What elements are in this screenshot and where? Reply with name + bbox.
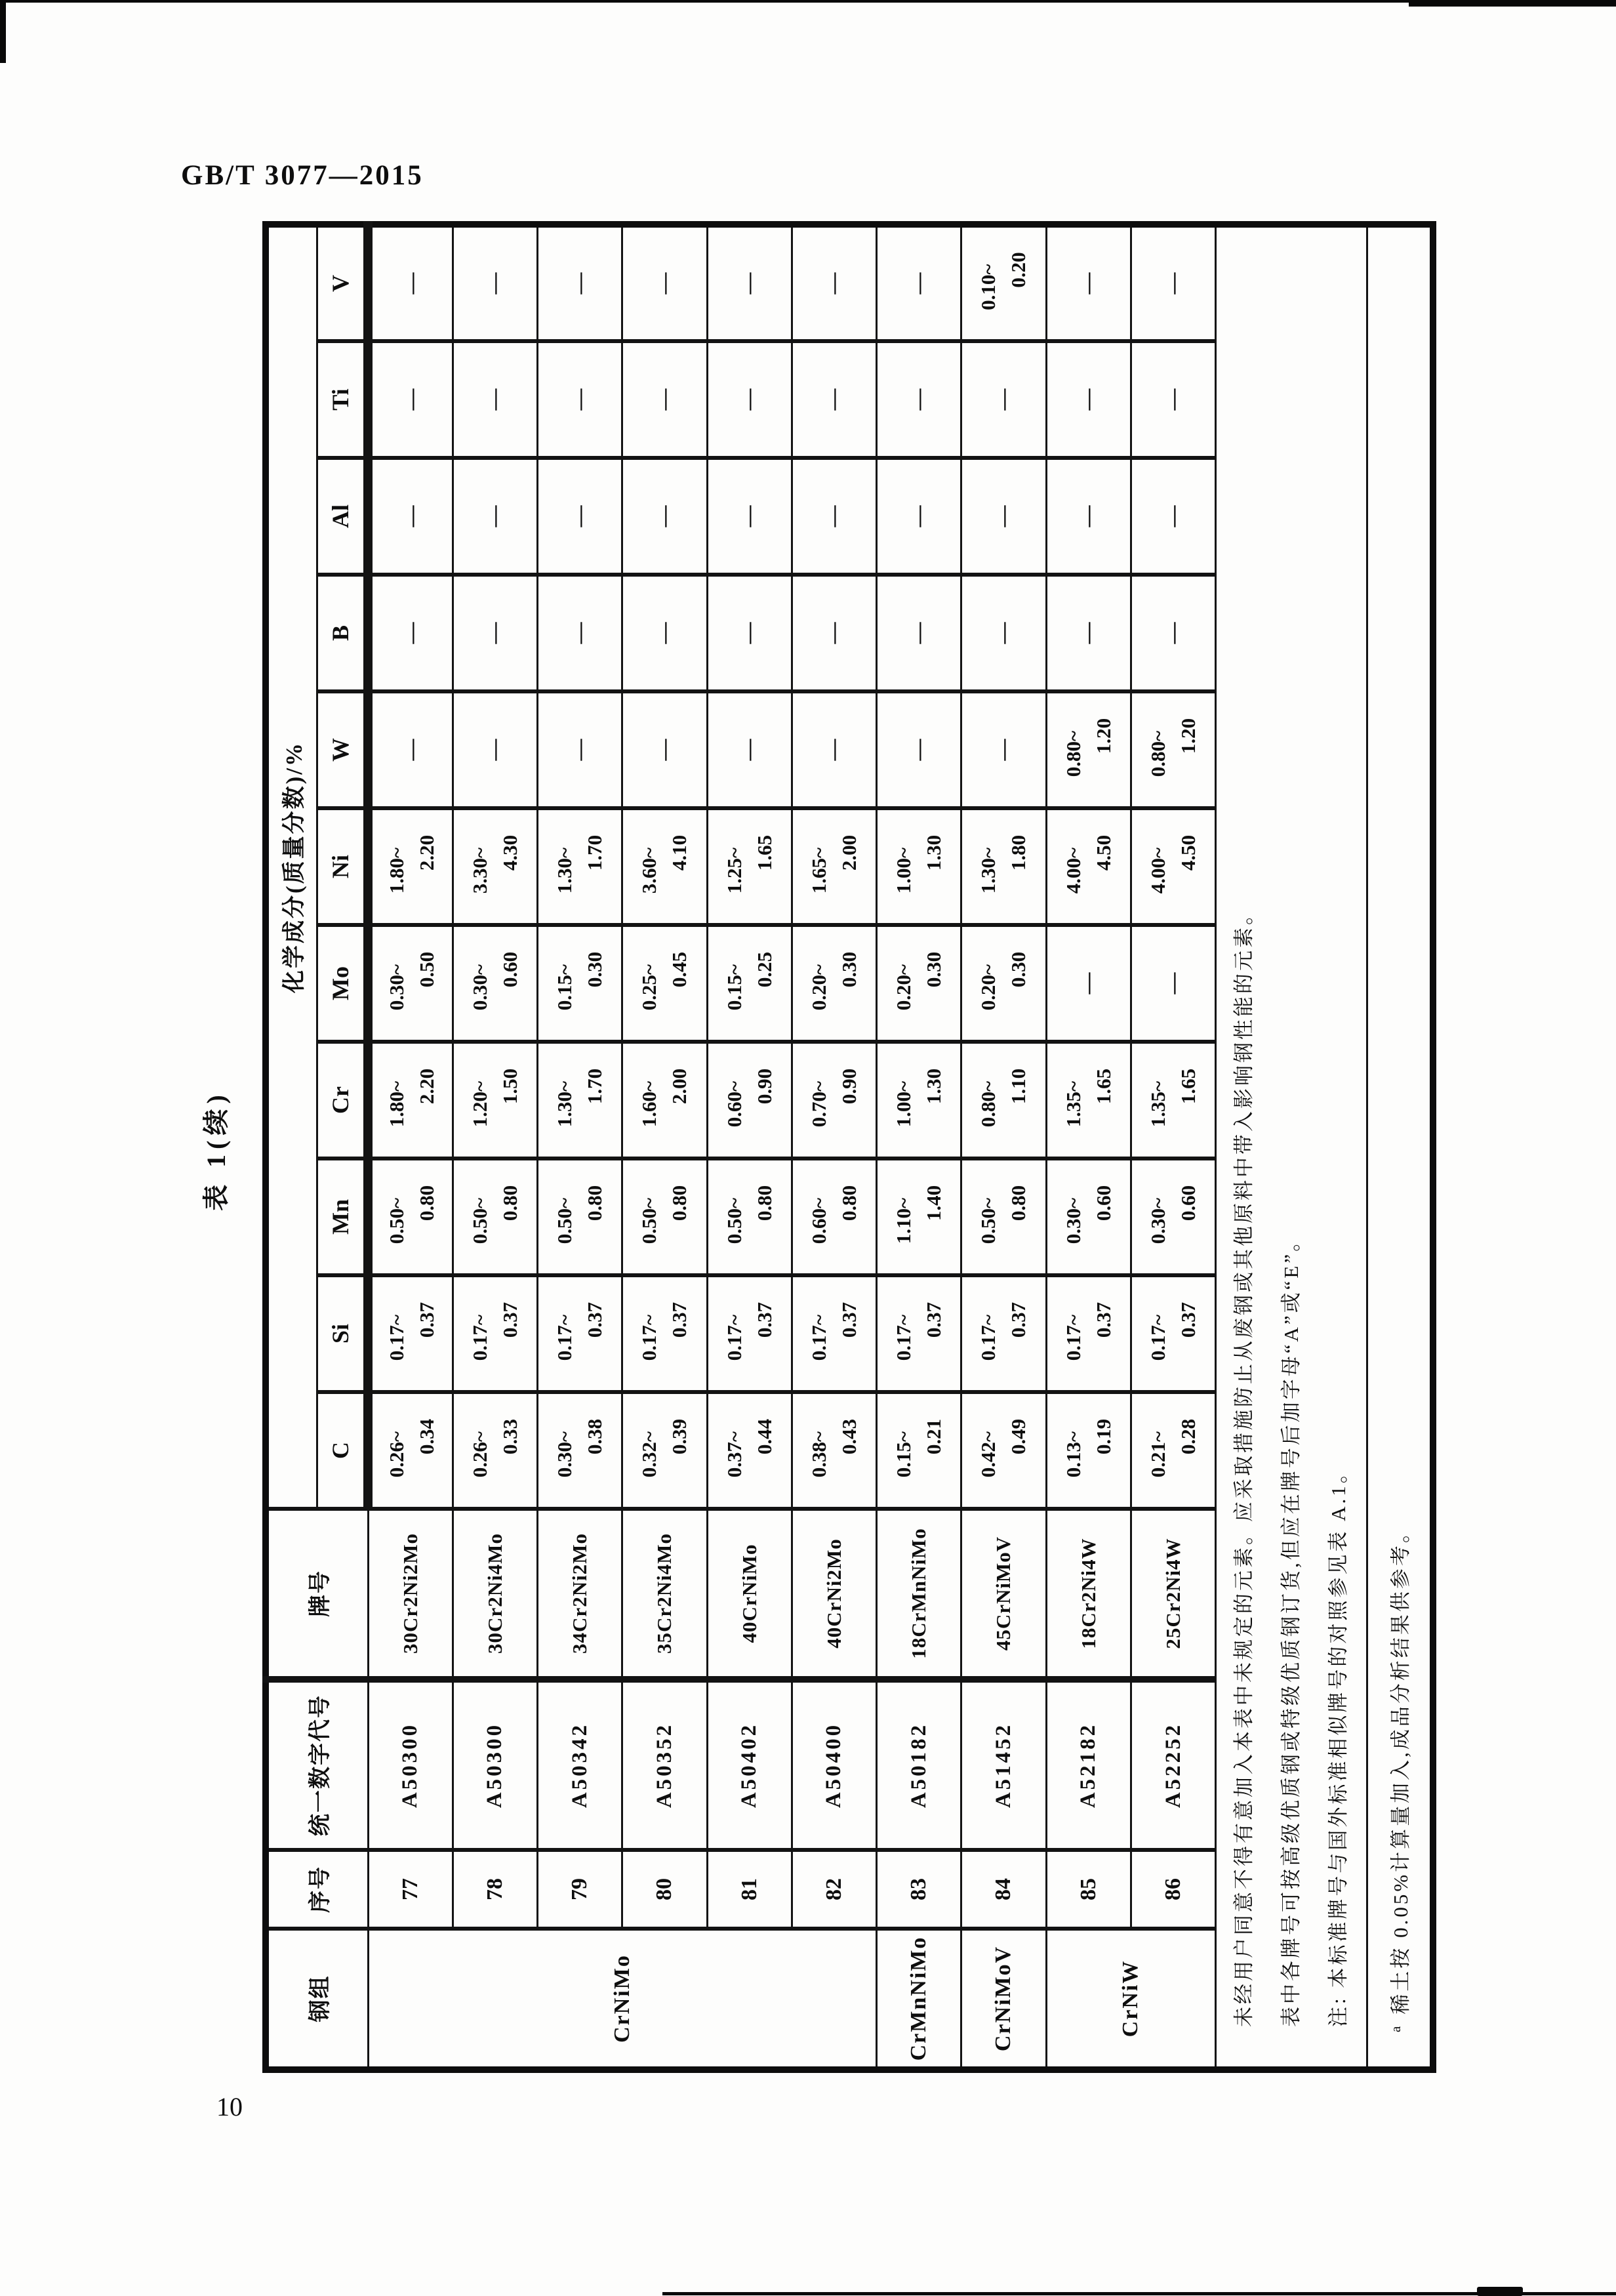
value-mn-row81: 0.50~ 0.80 [707,1158,792,1275]
unified-code-78: A50300 [453,1679,537,1850]
footnote-row [1367,224,1433,2070]
value-al-row81: — [707,458,792,575]
serial-number-80: 80 [622,1850,707,1929]
footnote-cell [1367,224,1433,2070]
value-cr-row85: 1.35~ 1.65 [1046,1042,1131,1158]
value-ni-row78: 3.30~ 4.30 [453,808,537,925]
value-b-row79: — [538,575,622,691]
data-row-84 [961,224,1046,2070]
value-v-row83: — [877,224,961,341]
grade-designation-83: 18CrMnNiMo [877,1509,961,1679]
value-b-row80: — [622,575,707,691]
col-header-grade: 牌号 [266,1509,368,1679]
value-cr-row80: 1.60~ 2.00 [622,1042,707,1158]
value-mo-row82: 0.20~ 0.30 [792,925,876,1042]
steel-group-CrNiMo: CrNiMo [368,1929,877,2070]
element-header-ti: Ti [317,341,368,458]
value-v-row81: — [707,224,792,341]
value-ni-row80: 3.60~ 4.10 [622,808,707,925]
value-w-row82: — [792,691,876,808]
value-si-row77: 0.17~ 0.37 [368,1275,453,1392]
value-mo-row86: — [1131,925,1215,1042]
unified-code-77: A50300 [368,1679,453,1850]
value-al-row78: — [453,458,537,575]
page-number: 10 [216,2092,243,2122]
value-ti-row86: — [1131,341,1215,458]
note-line-3: 注: 本标准牌号与国外标准相似牌号的对照参见表 A.1。 [1326,1460,1350,2027]
value-si-row85: 0.17~ 0.37 [1046,1275,1131,1392]
value-si-row78: 0.17~ 0.37 [453,1275,537,1392]
value-b-row78: — [453,575,537,691]
value-al-row77: — [368,458,453,575]
footnote-marker: a [1387,2023,1404,2032]
value-v-row84: 0.10~ 0.20 [961,224,1046,341]
value-mn-row80: 0.50~ 0.80 [622,1158,707,1275]
value-mn-row78: 0.50~ 0.80 [453,1158,537,1275]
serial-number-77: 77 [368,1850,453,1929]
value-b-row86: — [1131,575,1215,691]
value-mn-row86: 0.30~ 0.60 [1131,1158,1215,1275]
scan-artifact-bottom-smudge [1477,2287,1523,2296]
value-b-row84: — [961,575,1046,691]
rotated-table-region [201,228,1436,2073]
value-ti-row83: — [877,341,961,458]
value-ni-row77: 1.80~ 2.20 [368,808,453,925]
data-row-79 [538,224,622,2070]
value-mn-row82: 0.60~ 0.80 [792,1158,876,1275]
value-cr-row81: 0.60~ 0.90 [707,1042,792,1158]
composition-table [262,221,1436,2073]
unified-code-85: A52182 [1046,1679,1131,1850]
unified-code-84: A51452 [961,1679,1046,1850]
value-ni-row79: 1.30~ 1.70 [538,808,622,925]
value-cr-row78: 1.20~ 1.50 [453,1042,537,1158]
value-mo-row77: 0.30~ 0.50 [368,925,453,1042]
value-cr-row84: 0.80~ 1.10 [961,1042,1046,1158]
serial-number-83: 83 [877,1850,961,1929]
serial-number-86: 86 [1131,1850,1215,1929]
scan-artifact-top-left-bar [0,0,6,63]
steel-group-CrMnNiMo: CrMnNiMo [877,1929,961,2070]
element-header-v: V [317,224,368,341]
value-v-row85: — [1046,224,1131,341]
value-v-row79: — [538,224,622,341]
value-w-row79: — [538,691,622,808]
serial-number-79: 79 [538,1850,622,1929]
value-mo-row85: — [1046,925,1131,1042]
unified-code-81: A50402 [707,1679,792,1850]
scan-artifact-bottom-edge [662,2292,1616,2295]
grade-designation-85: 18Cr2Ni4W [1046,1509,1131,1679]
value-v-row78: — [453,224,537,341]
document-number: GB/T 3077—2015 [181,160,424,191]
value-w-row86: 0.80~ 1.20 [1131,691,1215,808]
col-header-unified-code: 统一数字代号 [266,1679,368,1850]
value-mn-row77: 0.50~ 0.80 [368,1158,453,1275]
grade-designation-82: 40CrNi2Mo [792,1509,876,1679]
col-header-serial: 序号 [266,1850,368,1929]
value-ni-row84: 1.30~ 1.80 [961,808,1046,925]
value-ti-row80: — [622,341,707,458]
unified-code-79: A50342 [538,1679,622,1850]
steel-group-CrNiW: CrNiW [1046,1929,1216,2070]
grade-designation-81: 40CrNiMo [707,1509,792,1679]
value-b-row77: — [368,575,453,691]
data-row-83 [877,224,961,2070]
unified-code-82: A50400 [792,1679,876,1850]
data-row-80 [622,224,707,2070]
header-row-main [266,224,317,2070]
value-si-row86: 0.17~ 0.37 [1131,1275,1215,1392]
grade-designation-79: 34Cr2Ni2Mo [538,1509,622,1679]
serial-number-78: 78 [453,1850,537,1929]
table-title: 表 1(续) [201,1090,231,1211]
steel-group-CrNiMoV: CrNiMoV [961,1929,1046,2070]
serial-number-84: 84 [961,1850,1046,1929]
col-header-composition: 化学成分(质量分数)/% [266,224,317,1509]
element-header-si: Si [317,1275,368,1392]
value-ti-row82: — [792,341,876,458]
value-b-row82: — [792,575,876,691]
value-ti-row77: — [368,341,453,458]
element-header-al: Al [317,458,368,575]
value-ti-row84: — [961,341,1046,458]
value-ni-row81: 1.25~ 1.65 [707,808,792,925]
value-al-row79: — [538,458,622,575]
value-mn-row85: 0.30~ 0.60 [1046,1158,1131,1275]
value-si-row84: 0.17~ 0.37 [961,1275,1046,1392]
data-row-82 [792,224,876,2070]
value-w-row77: — [368,691,453,808]
data-row-85 [1046,224,1131,2070]
value-c-row82: 0.38~ 0.43 [792,1392,876,1509]
value-w-row84: — [961,691,1046,808]
value-b-row85: — [1046,575,1131,691]
value-ti-row79: — [538,341,622,458]
value-al-row80: — [622,458,707,575]
value-mo-row78: 0.30~ 0.60 [453,925,537,1042]
serial-number-85: 85 [1046,1850,1131,1929]
col-header-steel-group: 钢组 [266,1929,368,2070]
grade-designation-77: 30Cr2Ni2Mo [368,1509,453,1679]
value-ti-row81: — [707,341,792,458]
element-header-ni: Ni [317,808,368,925]
value-mo-row83: 0.20~ 0.30 [877,925,961,1042]
value-w-row85: 0.80~ 1.20 [1046,691,1131,808]
value-cr-row77: 1.80~ 2.20 [368,1042,453,1158]
unified-code-83: A50182 [877,1679,961,1850]
value-cr-row83: 1.00~ 1.30 [877,1042,961,1158]
unified-code-86: A52252 [1131,1679,1215,1850]
value-c-row84: 0.42~ 0.49 [961,1392,1046,1509]
value-w-row83: — [877,691,961,808]
element-header-w: W [317,691,368,808]
value-ti-row78: — [453,341,537,458]
value-mo-row81: 0.15~ 0.25 [707,925,792,1042]
value-al-row82: — [792,458,876,575]
value-mo-row84: 0.20~ 0.30 [961,925,1046,1042]
element-header-b: B [317,575,368,691]
value-si-row80: 0.17~ 0.37 [622,1275,707,1392]
note-line-1: 未经用户同意不得有意加入本表中未规定的元素。应采取措施防止从废钢或其他原料中带入影响钢性能的元素。 [1232,902,1255,2027]
value-b-row81: — [707,575,792,691]
value-v-row86: — [1131,224,1215,341]
value-c-row81: 0.37~ 0.44 [707,1392,792,1509]
value-cr-row79: 1.30~ 1.70 [538,1042,622,1158]
value-w-row81: — [707,691,792,808]
serial-number-81: 81 [707,1850,792,1929]
value-si-row81: 0.17~ 0.37 [707,1275,792,1392]
data-row-78 [453,224,537,2070]
value-b-row83: — [877,575,961,691]
value-v-row82: — [792,224,876,341]
scan-artifact-top-right [1409,0,1616,7]
footnote-text: 稀土按 0.05%计算量加入,成品分析结果供参考。 [1389,1520,1413,2015]
value-c-row80: 0.32~ 0.39 [622,1392,707,1509]
unified-code-80: A50352 [622,1679,707,1850]
value-c-row77: 0.26~ 0.34 [368,1392,453,1509]
grade-designation-84: 45CrNiMoV [961,1509,1046,1679]
value-al-row83: — [877,458,961,575]
table-natural-plane [201,228,1436,2073]
value-al-row85: — [1046,458,1131,575]
data-row-86 [1131,224,1215,2070]
grade-designation-86: 25Cr2Ni4W [1131,1509,1215,1679]
element-header-c: C [317,1392,368,1509]
grade-designation-80: 35Cr2Ni4Mo [622,1509,707,1679]
value-w-row80: — [622,691,707,808]
notes-cell [1216,224,1367,2070]
value-mo-row80: 0.25~ 0.45 [622,925,707,1042]
value-v-row77: — [368,224,453,341]
value-cr-row86: 1.35~ 1.65 [1131,1042,1215,1158]
value-al-row84: — [961,458,1046,575]
value-ti-row85: — [1046,341,1131,458]
value-si-row79: 0.17~ 0.37 [538,1275,622,1392]
value-al-row86: — [1131,458,1215,575]
value-ni-row82: 1.65~ 2.00 [792,808,876,925]
element-header-mo: Mo [317,925,368,1042]
value-c-row79: 0.30~ 0.38 [538,1392,622,1509]
value-ni-row86: 4.00~ 4.50 [1131,808,1215,925]
grade-designation-78: 30Cr2Ni4Mo [453,1509,537,1679]
scan-artifact-top-edge [0,0,1616,3]
value-c-row78: 0.26~ 0.33 [453,1392,537,1509]
notes-row [1216,224,1367,2070]
note-line-2: 表中各牌号可按高级优质钢或特级优质钢订货,但应在牌号后加字母“A”或“E”。 [1279,1228,1303,2027]
value-si-row82: 0.17~ 0.37 [792,1275,876,1392]
value-w-row78: — [453,691,537,808]
element-header-mn: Mn [317,1158,368,1275]
value-mo-row79: 0.15~ 0.30 [538,925,622,1042]
value-si-row83: 0.17~ 0.37 [877,1275,961,1392]
value-c-row86: 0.21~ 0.28 [1131,1392,1215,1509]
element-header-cr: Cr [317,1042,368,1158]
value-mn-row84: 0.50~ 0.80 [961,1158,1046,1275]
data-row-81 [707,224,792,2070]
serial-number-82: 82 [792,1850,876,1929]
value-v-row80: — [622,224,707,341]
value-c-row83: 0.15~ 0.21 [877,1392,961,1509]
value-ni-row83: 1.00~ 1.30 [877,808,961,925]
value-mn-row79: 0.50~ 0.80 [538,1158,622,1275]
value-c-row85: 0.13~ 0.19 [1046,1392,1131,1509]
value-ni-row85: 4.00~ 4.50 [1046,808,1131,925]
data-row-77 [368,224,453,2070]
value-cr-row82: 0.70~ 0.90 [792,1042,876,1158]
value-mn-row83: 1.10~ 1.40 [877,1158,961,1275]
